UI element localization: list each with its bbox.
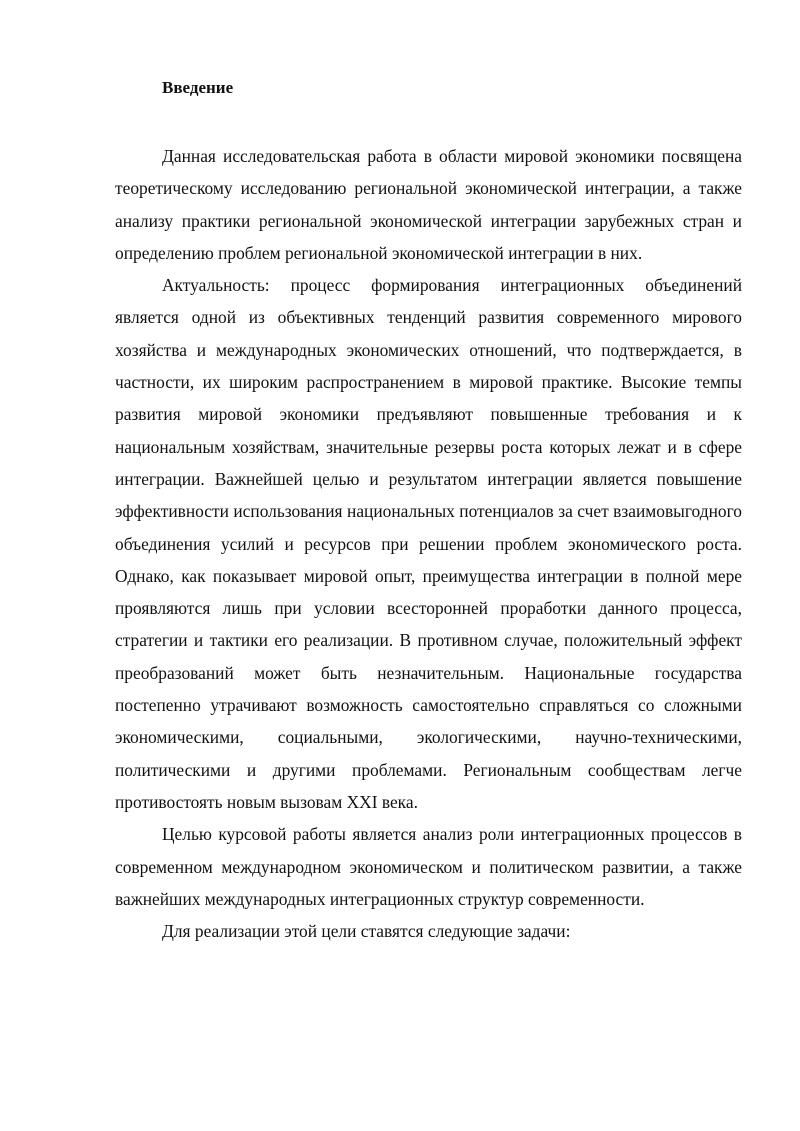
paragraph-intro: Данная исследовательская работа в области мировой экономики посвящена теоретическому исследованию региональной экономической интеграции, а также анализу практики региональной экономической интеграции зарубежных стран и определению проблем региональной экономической интеграции в них. — [115, 146, 742, 263]
paragraph-relevance: Актуальность: процесс формирования интеграционных объединений является одной из объективных тенденций развития современного мирового хозяйства и международных экономических отношений, что подтверждается, в частности, их широким распространением в мировой практике. Высокие темпы развития мировой экономики предъявляют повышенные требования и к национальным хозяйствам, значительные резервы роста которых лежат и в сфере интеграции. Важнейшей целью и результатом интеграции является повышение эффективности использования национальных потенциалов за счет взаимовыгодного объединения усилий и ресурсов при решении проблем экономического роста. Однако, как показывает мировой опыт, преимущества интеграции в полной мере проявляются лишь при условии всесторонней проработки данного процесса, стратегии и тактики его реализации. В противном случае, положительный эффект преобразований может быть незначительным. Национальные государства постепенно утрачивают возможность самостоятельно справляться со сложными экономическими, социальными, экологическими, научно-техническими, политическими и другими проблемами. Региональным сообществам легче противостоять новым вызовам XXI века. — [115, 275, 742, 812]
paragraph-tasks-lead: Для реализации этой цели ставятся следующие задачи: — [162, 921, 571, 942]
section-heading: Введение — [162, 78, 234, 97]
document-page — [115, 74, 742, 947]
paragraph-goal: Целью курсовой работы является анализ роли интеграционных процессов в современном международном экономическом и политическом развитии, а также важнейших международных интеграционных структур современности. — [115, 824, 742, 909]
